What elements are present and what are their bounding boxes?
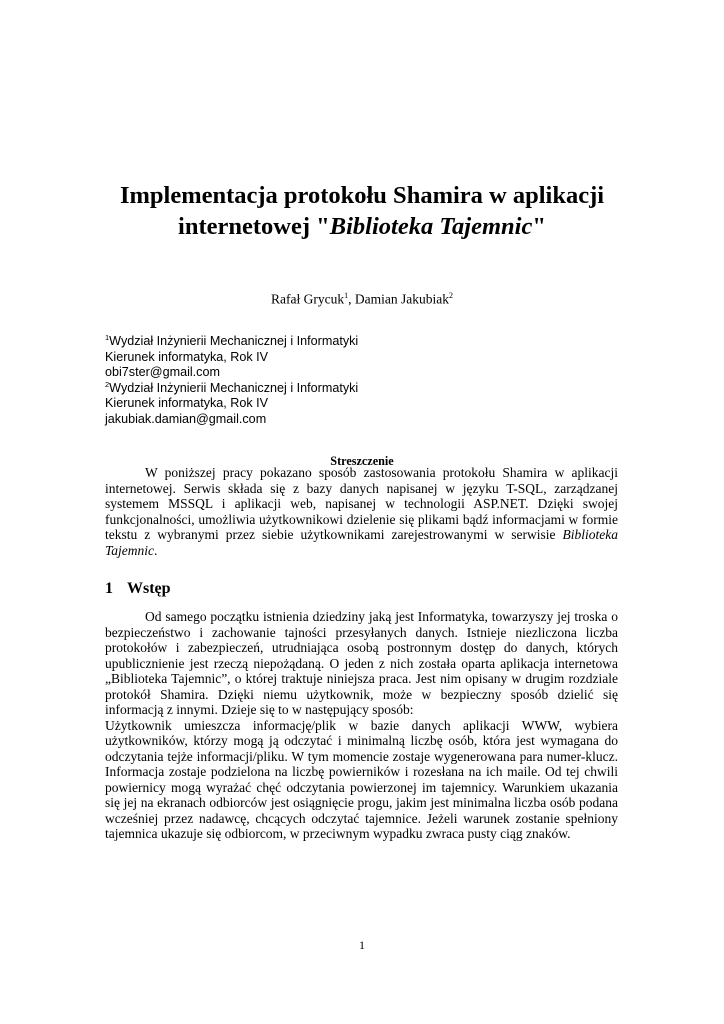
page-number: 1 xyxy=(359,938,365,952)
affiliations xyxy=(105,334,505,427)
affil-2-sup: 2 xyxy=(105,379,110,389)
affil-1-sup: 1 xyxy=(105,332,110,342)
author-list xyxy=(60,288,664,308)
paragraph-1: Od samego początku istnienia dziedziny jaką jest Informatyka, towarzyszy jej troska o bezpieczeństwo i zachowanie tajności przesyłanych danych. Istnieje niezliczona liczba protokołów i zabezpieczeń, utrudniająca osobą postronnym dostęp do danych, których upublicznienie jest rzeczą niepożądaną. O jeden z nich została oparta aplikacja internetowa „Biblioteka Tajemnic”, o której traktuje niniejsza praca. Jest nim opisany w drugim rozdziale protokół Shamira. Dzięki niemu użytkownik, może w bezpieczny sposób dzielić się informacją z innymi. Dzieje się to w następujący sposób: xyxy=(105,609,618,717)
section-number: 1 xyxy=(105,580,113,597)
abstract-body: W poniższej pracy pokazano sposób zastosowania protokołu Shamira w aplikacji internetowej. Serwis składa się z bazy danych napisanej w języku T-SQL, zarządzanej systemem MSSQL i aplikacji web, napisanej w technologii ASP.NET. Dzięki swojej funkcjonalności, umożliwia użytkownikowi dzielenie się plikami bądź informacjami w formie tekstu z wybranymi przez siebie użytkownikami zarejestrowanymi w serwisie xyxy=(105,465,618,542)
section-body xyxy=(105,609,618,842)
title-line2-suffix: " xyxy=(532,213,546,240)
author-1: Rafał Grycuk xyxy=(271,291,345,307)
affil-1-line1: Wydział Inżynierii Mechanicznej i Informatyki xyxy=(109,334,359,348)
abstract-text xyxy=(105,465,618,558)
author-separator: , xyxy=(348,291,355,307)
author-2: Damian Jakubiak xyxy=(354,291,449,307)
title-line2-italic: Biblioteka Tajemnic xyxy=(329,213,533,240)
affil-1-email: obi7ster@gmail.com xyxy=(105,365,220,379)
author-2-sup: 2 xyxy=(448,291,453,300)
section-heading xyxy=(105,579,171,599)
affil-2-line1: Wydział Inżynierii Mechanicznej i Informatyki xyxy=(109,380,359,395)
abstract-heading: Streszczenie xyxy=(330,454,394,468)
paper-title xyxy=(60,180,664,242)
title-line2-prefix: internetowej " xyxy=(178,213,330,240)
abstract-italic: Biblioteka Tajemnic xyxy=(105,527,618,558)
section-title: Wstęp xyxy=(127,580,171,597)
affil-2-email: jakubiak.damian@gmail.com xyxy=(105,411,267,426)
author-1-sup: 1 xyxy=(344,291,349,300)
affil-2-line2: Kierunek informatyka, Rok IV xyxy=(105,396,269,410)
affil-1-line2: Kierunek informatyka, Rok IV xyxy=(105,349,269,364)
title-line1: Implementacja protokołu Shamira w aplikacji xyxy=(119,182,605,209)
abstract-end: . xyxy=(154,542,158,558)
paragraph-2: Użytkownik umieszcza informację/plik w bazie danych aplikacji WWW, wybiera użytkowników, którzy mogą ją odczytać i minimalną liczbę osób, która jest wymagana do odczytania tejże informacji/pliku. W tym momencie zostaje wygenerowana para numer-klucz. Informacja zostaje podzielona na liczbę powierników i rozesłana na ich maile. Od tej chwili powiernicy mogą wyrażać chęć odczytania powierzonej im tajemnicy. Warunkiem ukazania się jej na ekranach odbiorców jest osiągnięcie progu, jakim jest minimalna liczba osób podana wcześniej przez nadawcę, chcących odczytać tajemnice. Jeżeli warunek zostanie spełniony tajemnica ukazuje się odbiorcom, w przeciwnym wypadku zwraca pusty ciąg znaków. xyxy=(105,717,618,841)
